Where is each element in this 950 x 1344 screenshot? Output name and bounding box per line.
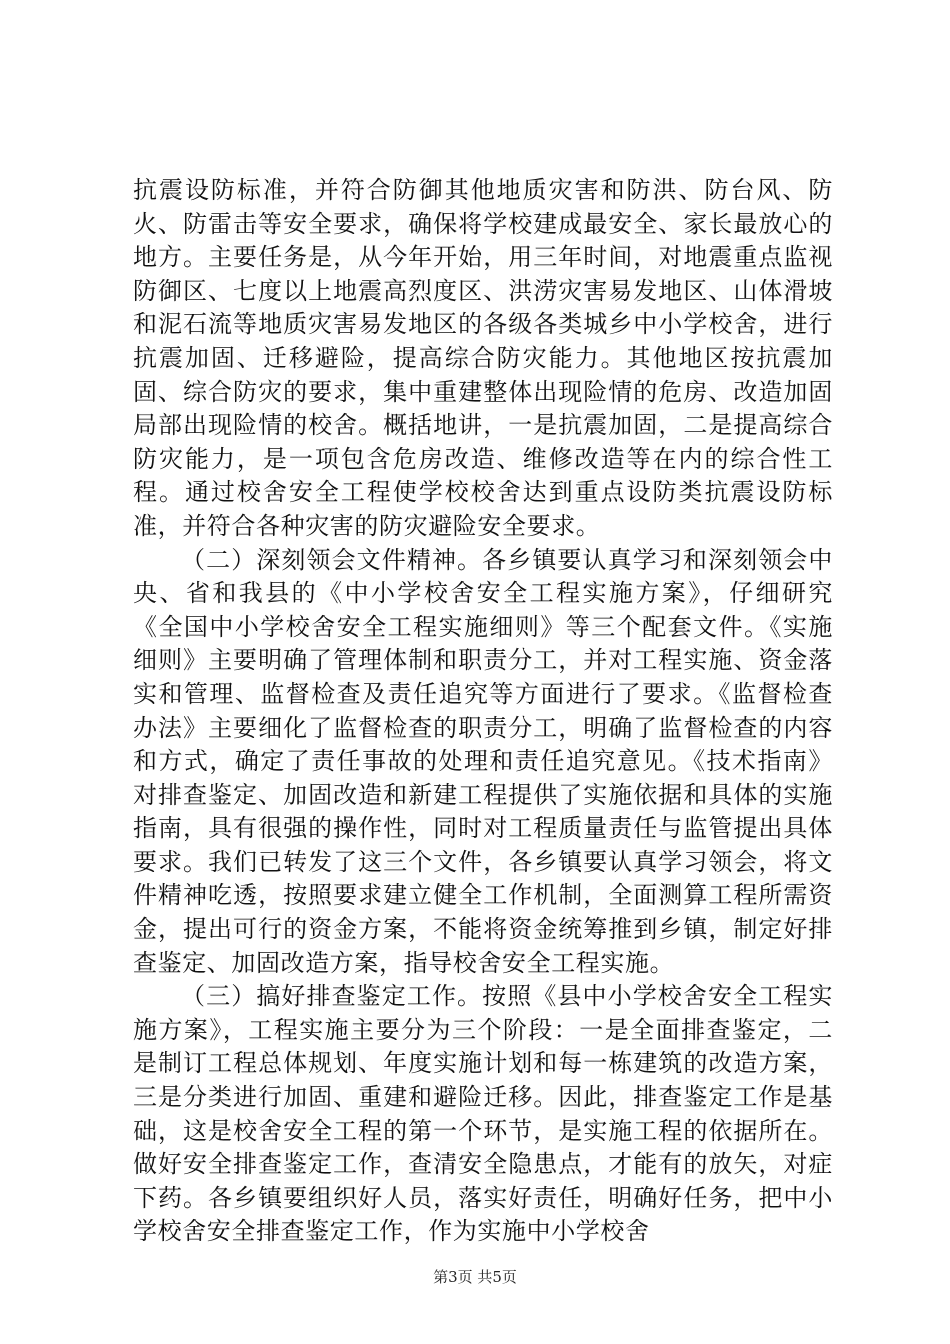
paragraph-2: （二）深刻领会文件精神。各乡镇要认真学习和深刻领会中央、省和我县的《中小学校舍安全工程实施方案》，仔细研究《全国中小学校舍安全工程实施细则》等三个配套文件。《实施细则》主要明确了管理体制和职责分工，并对工程实施、资金落实和管理、监督检查及责任追究等方面进行了要求。《监督检查办法》主要细化了监督检查的职责分工，明确了监督检查的内容和方式，确定了责任事故的处理和责任追究意见。《技术指南》对排查鉴定、加固改造和新建工程提供了实施依据和具体的实施指南，具有很强的操作性，同时对工程质量责任与监管提出具体要求。我们已转发了这三个文件，各乡镇要认真学习领会，将文件精神吃透，按照要求建立健全工作机制，全面测算工程所需资金，提出可行的资金方案，不能将资金统筹推到乡镇，制定好排查鉴定、加固改造方案，指导校舍安全工程实施。 xyxy=(133,545,833,977)
paragraph-3: （三）搞好排查鉴定工作。按照《县中小学校舍安全工程实施方案》，工程实施主要分为三个阶段：一是全面排查鉴定，二是制订工程总体规划、年度实施计划和每一栋建筑的改造方案，三是分类进行加固、重建和避险迁移。因此，排查鉴定工作是基础，这是校舍安全工程的第一个环节，是实施工程的依据所在。做好安全排查鉴定工作，查清安全隐患点，才能有的放矢，对症下药。各乡镇要组织好人员，落实好责任，明确好任务，把中小学校舍安全排查鉴定工作，作为实施中小学校舍 xyxy=(133,982,833,1246)
page-number-footer: 第3页 共5页 xyxy=(433,1268,517,1286)
document-body xyxy=(133,174,833,1249)
paragraph-1: 抗震设防标准，并符合防御其他地质灾害和防洪、防台风、防火、防雷击等安全要求，确保将学校建成最安全、家长最放心的地方。主要任务是，从今年开始，用三年时间，对地震重点监视防御区、七度以上地震高烈度区、洪涝灾害易发地区、山体滑坡和泥石流等地质灾害易发地区的各级各类城乡中小学校舍，进行抗震加固、迁移避险，提高综合防灾能力。其他地区按抗震加固、综合防灾的要求，集中重建整体出现险情的危房、改造加固局部出现险情的校舍。概括地讲，一是抗震加固，二是提高综合防灾能力，是一项包含危房改造、维修改造等在内的综合性工程。通过校舍安全工程使学校校舍达到重点设防类抗震设防标准，并符合各种灾害的防灾避险安全要求。 xyxy=(133,176,833,540)
